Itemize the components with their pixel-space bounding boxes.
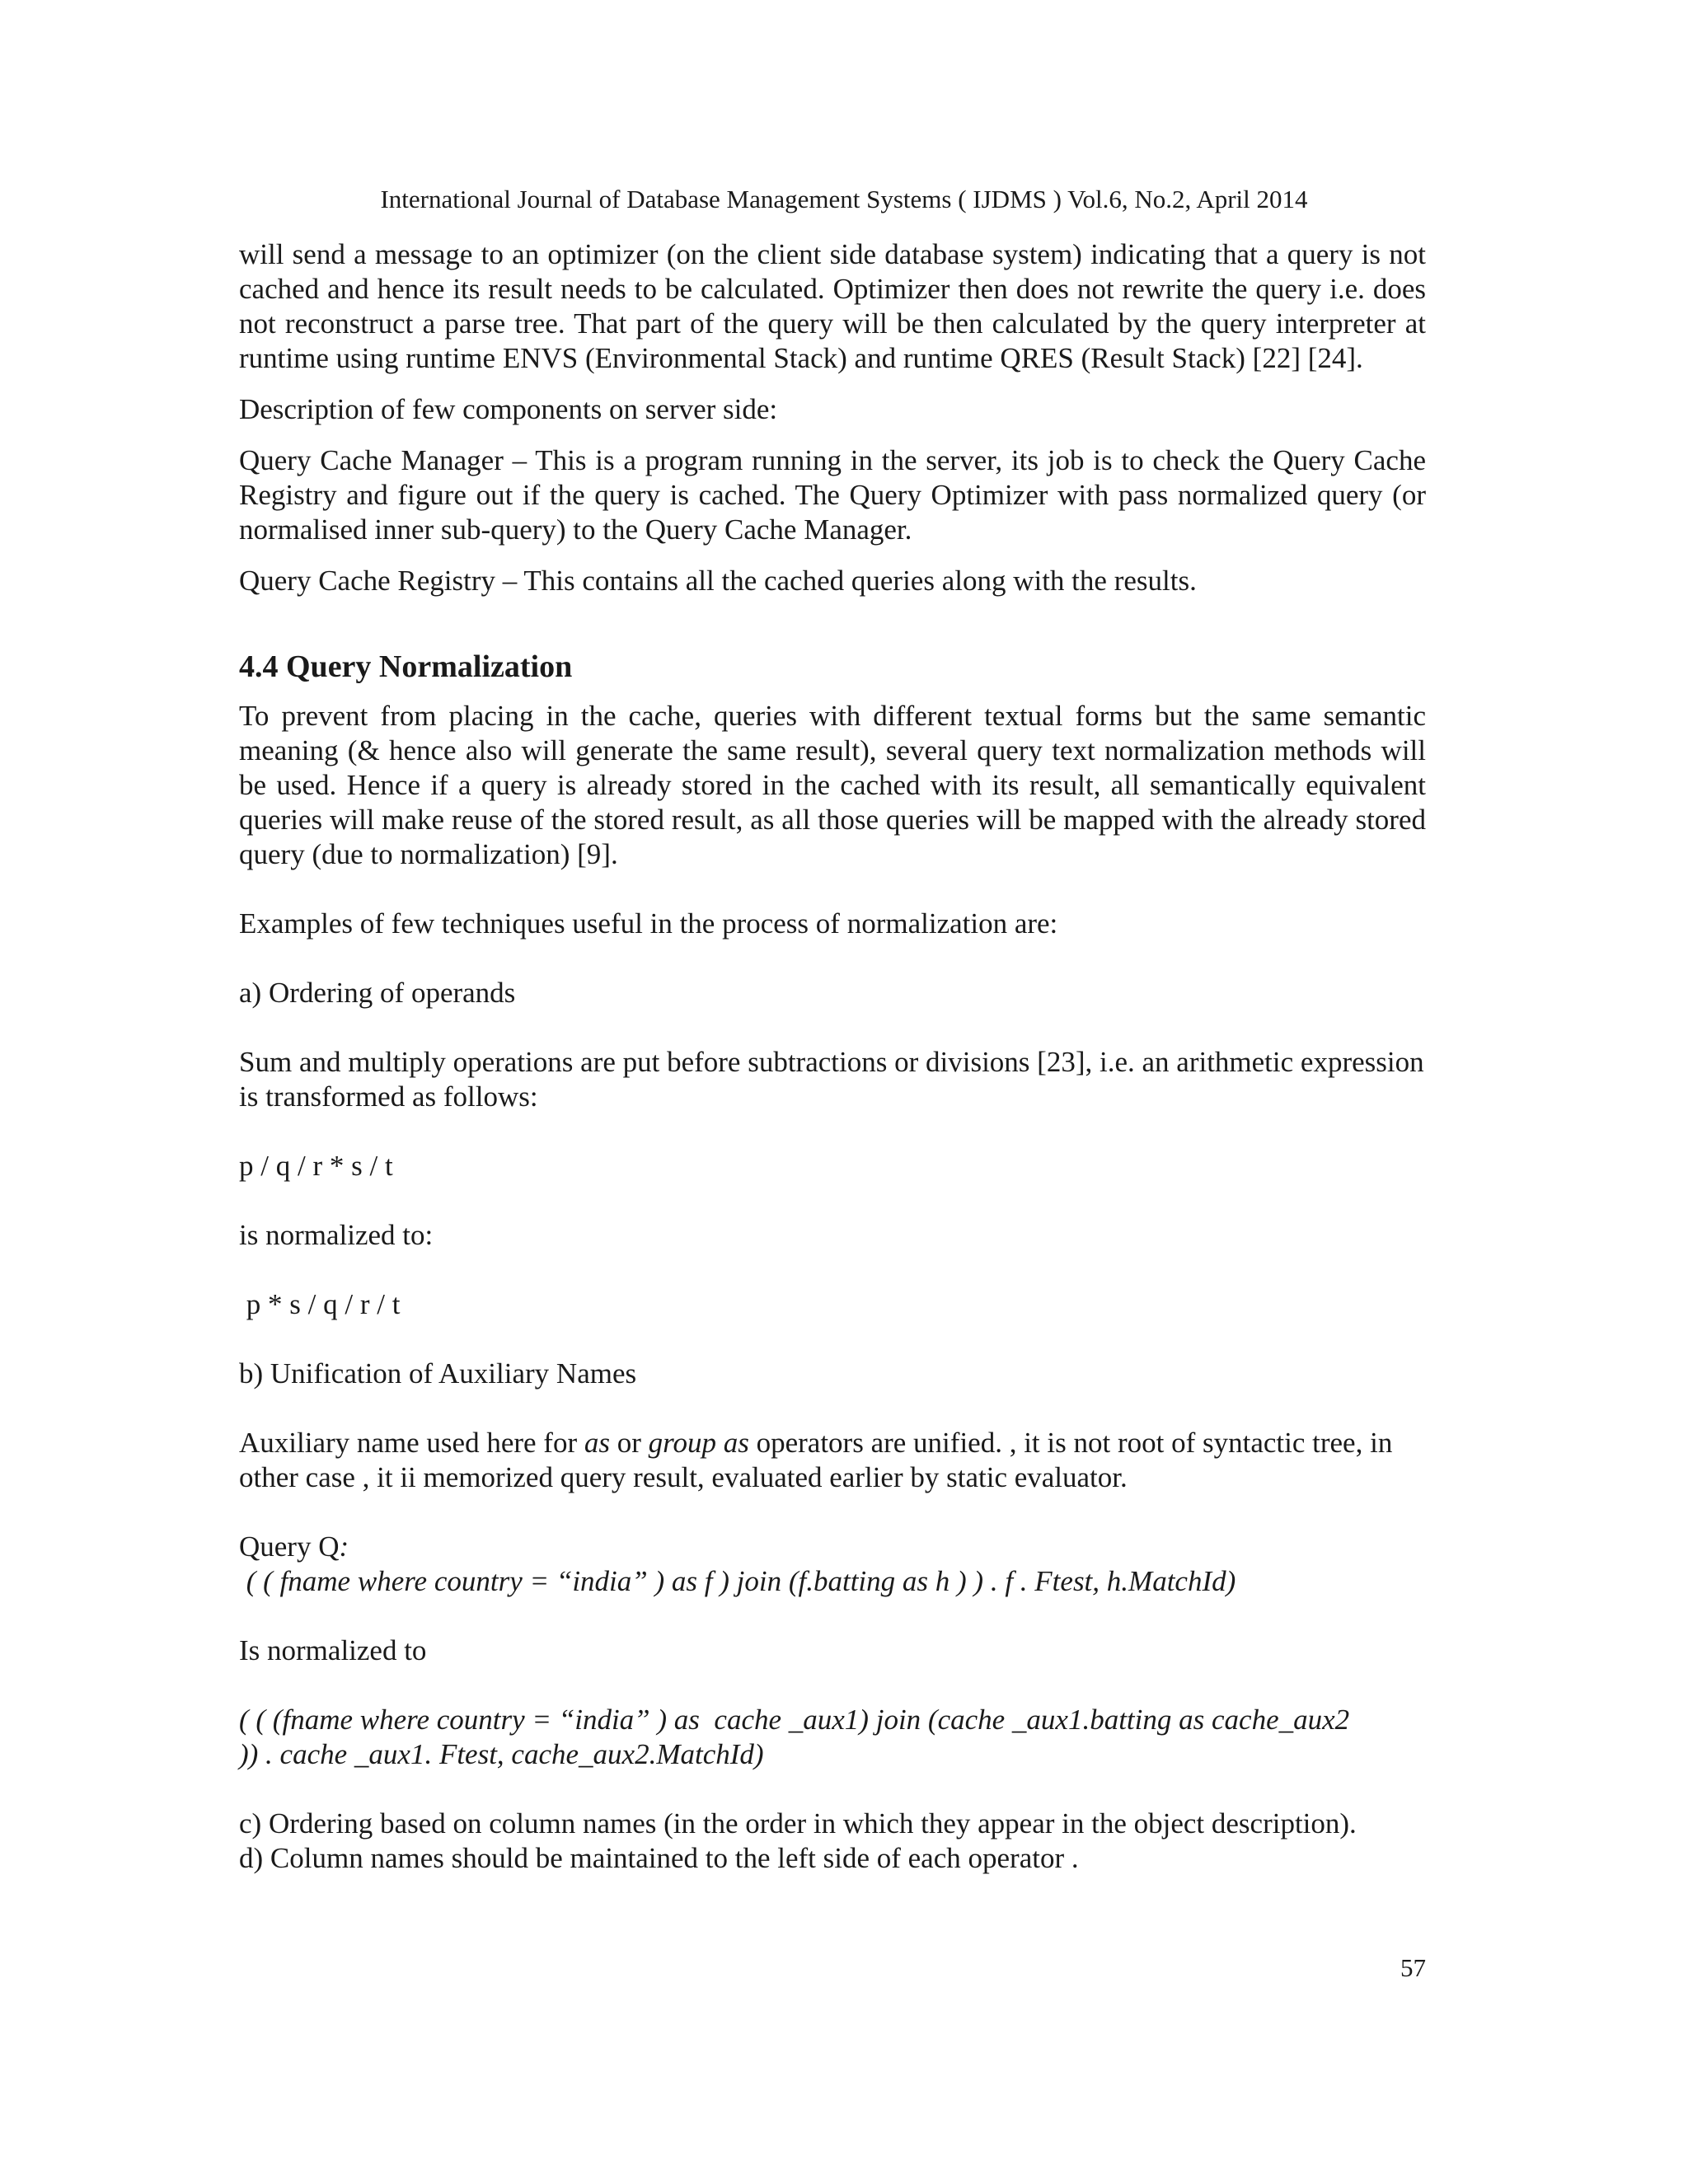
query-label-text: Query Q xyxy=(239,1530,340,1563)
body-content xyxy=(239,237,1426,1876)
paragraph-techniques-intro: Examples of few techniques useful in the process of normalization are: xyxy=(239,907,1058,940)
expression-normalized: p * s / q / r / t xyxy=(239,1288,401,1320)
paragraph-query-cache-registry: Query Cache Registry – This contains all the cached queries along with the results. xyxy=(239,565,1197,597)
expression-original: p / q / r * s / t xyxy=(239,1150,393,1182)
list-item-column-names-left: d) Column names should be maintained to the left side of each operator . xyxy=(239,1842,1079,1874)
paragraph-server-components-intro: Description of few components on server side: xyxy=(239,393,778,425)
auxiliary-em-group-as: group as xyxy=(648,1427,749,1459)
paragraph-auxiliary-names xyxy=(239,1426,1426,1495)
page-number: 57 xyxy=(1400,1953,1426,1982)
section-heading: 4.4 Query Normalization xyxy=(239,649,573,684)
auxiliary-text-1: Auxiliary name used here for xyxy=(239,1427,584,1459)
list-item-ordering-operands: a) Ordering of operands xyxy=(239,977,516,1009)
running-header: International Journal of Database Management Systems ( IJDMS ) Vol.6, No.2, April 2014 xyxy=(380,185,1308,213)
query-label xyxy=(239,1530,1426,1564)
paragraph-normalization-intro: To prevent from placing in the cache, queries with different textual forms but the same semantic meaning (& hence also will generate the same result), several query text normalization methods will be used. Hence if a query is already stored in the cached with its result, all semantically equivalent queries will make reuse of the stored result, as all those queries will be mapped with the already stored query (due to normalization) [9]. xyxy=(239,700,1426,870)
query-original: ( ( fname where country = “india” ) as f ) join (f.batting as h ) ) . f . Ftest, h.MatchId) xyxy=(239,1565,1236,1597)
query-label-colon: : xyxy=(339,1530,349,1563)
list-item-ordering-column-names: c) Ordering based on column names (in the order in which they appear in the object description). xyxy=(239,1807,1357,1840)
paragraph-is-normalized: is normalized to: xyxy=(239,1219,434,1251)
auxiliary-text-3: operators are unified. , it is not root of syntactic tree, in other case , it ii memorized query result, evaluated earlier by static evaluator. xyxy=(239,1427,1393,1493)
paragraph-optimizer-message: will send a message to an optimizer (on the client side database system) indicating that a query is not cached and hence its result needs to be calculated. Optimizer then does not rewrite the query i.e. does not reconstruct a parse tree. That part of the query will be then calculated by the query interpreter at runtime using runtime ENVS (Environmental Stack) and runtime QRES (Result Stack) [22] [24]. xyxy=(239,238,1426,374)
paragraph-is-normalized-to: Is normalized to xyxy=(239,1634,427,1666)
list-item-unification-auxiliary: b) Unification of Auxiliary Names xyxy=(239,1357,637,1390)
auxiliary-em-as: as xyxy=(584,1427,610,1459)
paragraph-query-cache-manager: Query Cache Manager – This is a program running in the server, its job is to check the Query Cache Registry and figure out if the query is cached. The Query Optimizer with pass normalized query (or normalised inner sub-query) to the Query Cache Manager. xyxy=(239,444,1426,546)
query-normalized-line-1: ( ( (fname where country = “india” ) as cache _aux1) join (cache _aux1.batting as cache_aux2 xyxy=(239,1704,1350,1736)
paragraph-sum-multiply: Sum and multiply operations are put before subtractions or divisions [23], i.e. an arithmetic expression is transformed as follows: xyxy=(239,1046,1424,1113)
auxiliary-text-2: or xyxy=(610,1427,649,1459)
query-normalized-line-2: )) . cache _aux1. Ftest, cache_aux2.MatchId) xyxy=(239,1738,764,1770)
